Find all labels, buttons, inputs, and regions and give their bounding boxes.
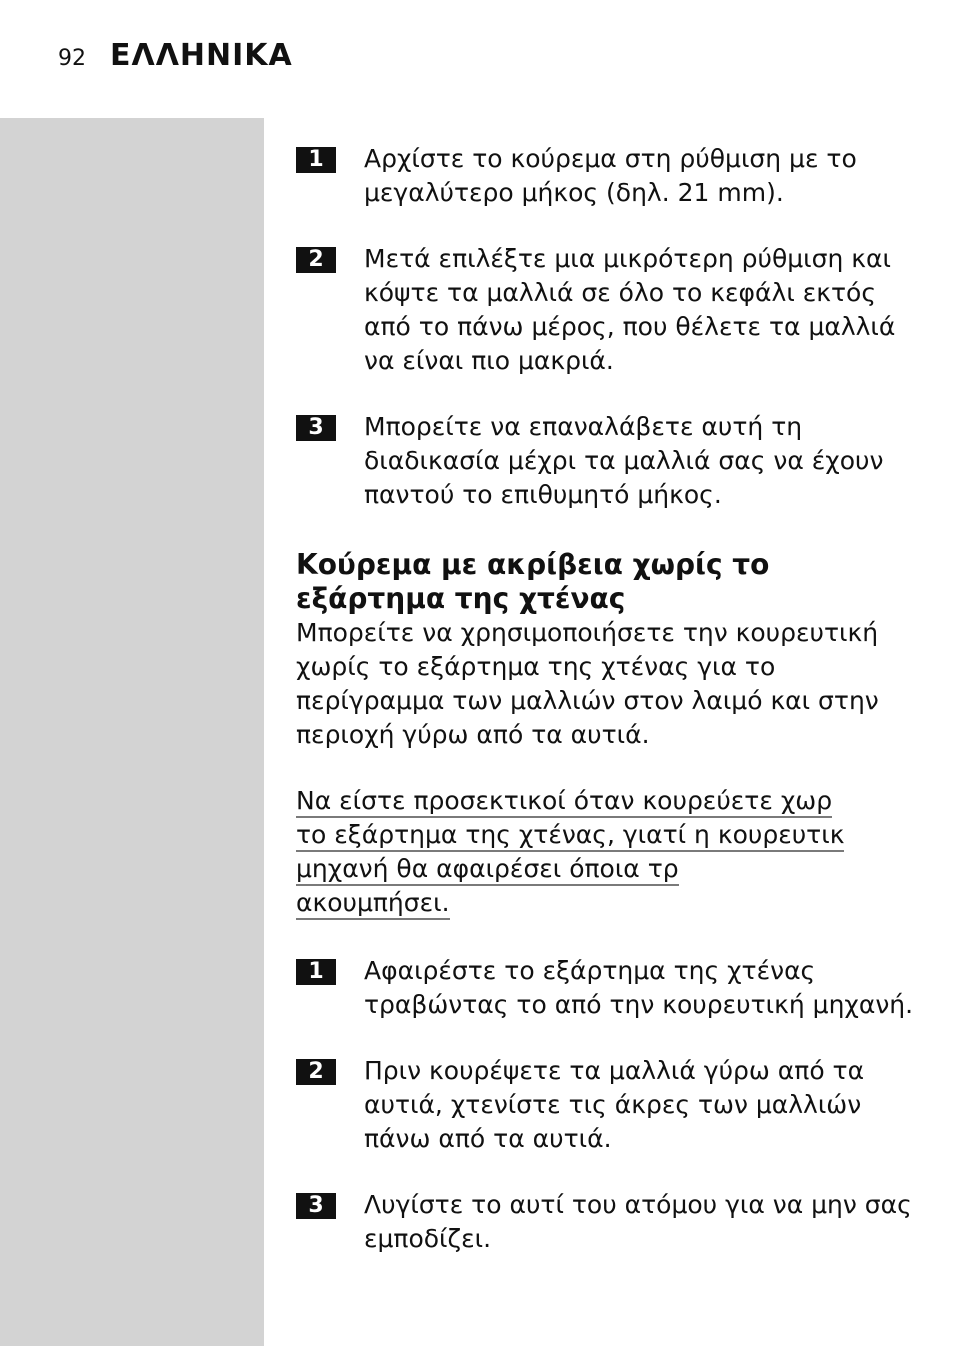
- step-number-badge: 3: [296, 415, 336, 441]
- step-number-badge: 2: [296, 247, 336, 273]
- warning-line: ακουμπήσει.: [296, 886, 916, 920]
- step-text: Μπορείτε να επαναλάβετε αυτή τη διαδικασία μέχρι τα μαλλιά σας να έχουν παντού το επιθυμητό μήκος.: [364, 412, 884, 509]
- step-number-badge: 3: [296, 1193, 336, 1219]
- section-intro: Μπορείτε να χρησιμοποιήσετε την κουρευτική χωρίς το εξάρτημα της χτένας για το περίγραμμα των μαλλιών στον λαιμό και στην περιοχή γύρω από τα αυτιά.: [296, 618, 879, 749]
- warning-note: [296, 784, 916, 920]
- page-number: 92: [58, 46, 86, 71]
- warning-line: Να είστε προσεκτικοί όταν κουρεύετε χωρ: [296, 784, 916, 818]
- language-title: ΕΛΛΗΝΙΚΑ: [110, 38, 293, 73]
- step-3: [296, 410, 916, 512]
- step-text: Λυγίστε το αυτί του ατόμου για να μην σας εμποδίζει.: [364, 1190, 912, 1253]
- step-text: Πριν κουρέψετε τα μαλλιά γύρω από τα αυτιά, χτενίστε τις άκρες των μαλλιών πάνω από τα αυτιά.: [364, 1056, 865, 1153]
- step-b-1: [296, 954, 916, 1022]
- step-number-badge: 2: [296, 1059, 336, 1085]
- warning-line: μηχανή θα αφαιρέσει όποια τρ: [296, 852, 916, 886]
- main-content: [296, 142, 916, 1256]
- step-text: Μετά επιλέξτε μια μικρότερη ρύθμιση και κόψτε τα μαλλιά σε όλο το κεφάλι εκτός από το πάνω μέρος, που θέλετε τα μαλλιά να είναι πιο μακριά.: [364, 244, 896, 375]
- step-text: Αρχίστε το κούρεμα στη ρύθμιση με το μεγαλύτερο μήκος (δηλ. 21 mm).: [364, 144, 857, 207]
- step-b-3: [296, 1188, 916, 1256]
- step-text: Αφαιρέστε το εξάρτημα της χτένας τραβώντας το από την κουρευτική μηχανή.: [364, 956, 914, 1019]
- warning-line: το εξάρτημα της χτένας, γιατί η κουρευτικ: [296, 818, 916, 852]
- section-heading: Κούρεμα με ακρίβεια χωρίς το εξάρτημα της χτένας: [296, 548, 770, 615]
- step-number-badge: 1: [296, 147, 336, 173]
- page-header: [58, 38, 293, 73]
- step-number-badge: 1: [296, 959, 336, 985]
- step-2: [296, 242, 916, 378]
- step-b-2: [296, 1054, 916, 1156]
- step-1: [296, 142, 916, 210]
- left-margin-panel: [0, 118, 264, 1346]
